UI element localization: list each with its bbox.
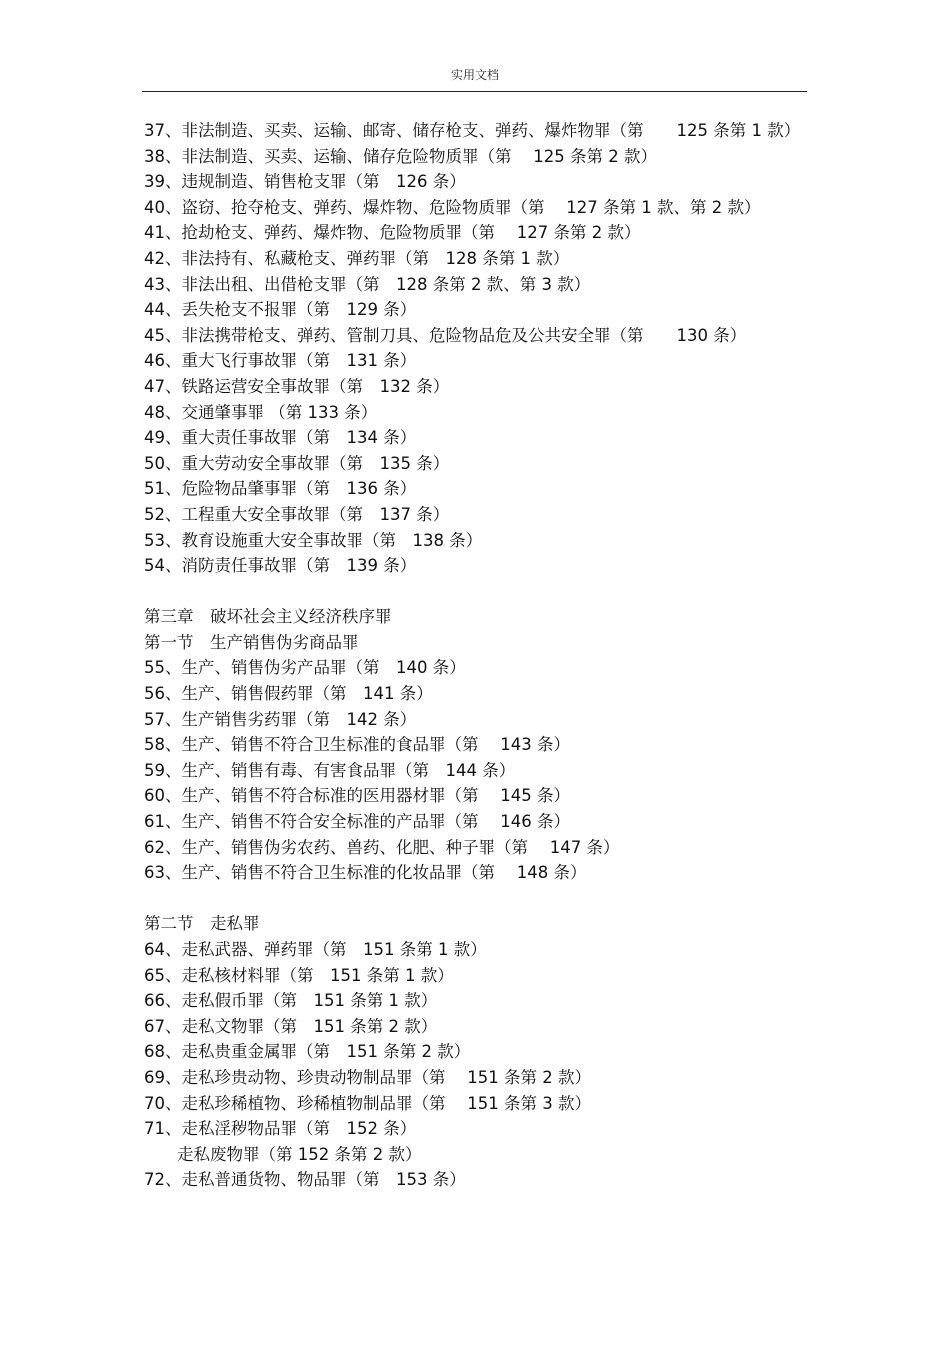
section-heading: 第二节 走私罪	[144, 914, 260, 934]
list-item: 65、走私核材料罪（第 151 条第 1 款）	[144, 965, 454, 985]
list-item: 59、生产、销售有毒、有害食品罪（第 144 条）	[144, 760, 516, 780]
list-item: 47、铁路运营安全事故罪（第 132 条）	[144, 376, 450, 396]
list-item: 42、非法持有、私藏枪支、弹药罪（第 128 条第 1 款）	[144, 248, 570, 268]
list-item: 72、走私普通货物、物品罪（第 153 条）	[144, 1170, 466, 1190]
chapter-heading: 第三章 破坏社会主义经济秩序罪	[144, 607, 392, 627]
list-item: 40、盗窃、抢夺枪支、弹药、爆炸物、危险物质罪（第 127 条第 1 款、第 2 款）	[144, 197, 761, 217]
list-item: 48、交通肇事罪 （第 133 条）	[144, 402, 378, 422]
list-item: 56、生产、销售假药罪（第 141 条）	[144, 684, 433, 704]
list-item: 63、生产、销售不符合卫生标准的化妆品罪（第 148 条）	[144, 863, 587, 883]
list-item: 37、非法制造、买卖、运输、邮寄、储存枪支、弹药、爆炸物罪（第 125 条第 1 款）	[144, 121, 801, 140]
list-item: 69、走私珍贵动物、珍贵动物制品罪（第 151 条第 2 款）	[144, 1067, 591, 1087]
list-item: 60、生产、销售不符合标准的医用器材罪（第 145 条）	[144, 786, 570, 806]
list-item: 44、丢失枪支不报罪（第 129 条）	[144, 300, 417, 320]
list-item: 58、生产、销售不符合卫生标准的食品罪（第 143 条）	[144, 735, 570, 755]
list-item: 62、生产、销售伪劣农药、兽药、化肥、种子罪（第 147 条）	[144, 837, 620, 857]
list-item: 50、重大劳动安全事故罪（第 135 条）	[144, 453, 450, 473]
list-item: 61、生产、销售不符合安全标准的产品罪（第 146 条）	[144, 812, 570, 832]
list-item: 39、违规制造、销售枪支罪（第 126 条）	[144, 172, 466, 192]
list-item: 68、走私贵重金属罪（第 151 条第 2 款）	[144, 1042, 471, 1062]
section-heading: 第一节 生产销售伪劣商品罪	[144, 632, 359, 652]
list-item: 53、教育设施重大安全事故罪（第 138 条）	[144, 530, 483, 550]
list-item: 51、危险物品肇事罪（第 136 条）	[144, 479, 417, 499]
list-item: 55、生产、销售伪劣产品罪（第 140 条）	[144, 658, 466, 678]
list-item: 52、工程重大安全事故罪（第 137 条）	[144, 504, 450, 524]
list-item: 46、重大飞行事故罪（第 131 条）	[144, 351, 417, 371]
list-item: 70、走私珍稀植物、珍稀植物制品罪（第 151 条第 3 款）	[144, 1093, 591, 1113]
document-body	[144, 118, 809, 1193]
list-item: 64、走私武器、弹药罪（第 151 条第 1 款）	[144, 940, 487, 959]
page-header: 实用文档	[450, 68, 499, 82]
list-item: 57、生产销售劣药罪（第 142 条）	[144, 709, 417, 729]
list-item: 38、非法制造、买卖、运输、储存危险物质罪（第 125 条第 2 款）	[144, 146, 657, 166]
header-divider	[142, 91, 807, 92]
list-item: 41、抢劫枪支、弹药、爆炸物、危险物质罪（第 127 条第 2 款）	[144, 223, 641, 243]
spacer	[144, 886, 809, 912]
list-item: 走私废物罪（第 152 条第 2 款）	[144, 1144, 422, 1164]
list-item: 71、走私淫秽物品罪（第 152 条）	[144, 1119, 417, 1139]
list-item: 54、消防责任事故罪（第 139 条）	[144, 556, 417, 576]
spacer	[144, 579, 809, 605]
list-item: 66、走私假币罪（第 151 条第 1 款）	[144, 991, 438, 1011]
list-item: 45、非法携带枪支、弹药、管制刀具、危险物品危及公共安全罪（第 130 条）	[144, 325, 747, 345]
list-item: 43、非法出租、出借枪支罪（第 128 条第 2 款、第 3 款）	[144, 274, 591, 294]
list-item: 67、走私文物罪（第 151 条第 2 款）	[144, 1016, 438, 1036]
list-item: 49、重大责任事故罪（第 134 条）	[144, 428, 417, 448]
